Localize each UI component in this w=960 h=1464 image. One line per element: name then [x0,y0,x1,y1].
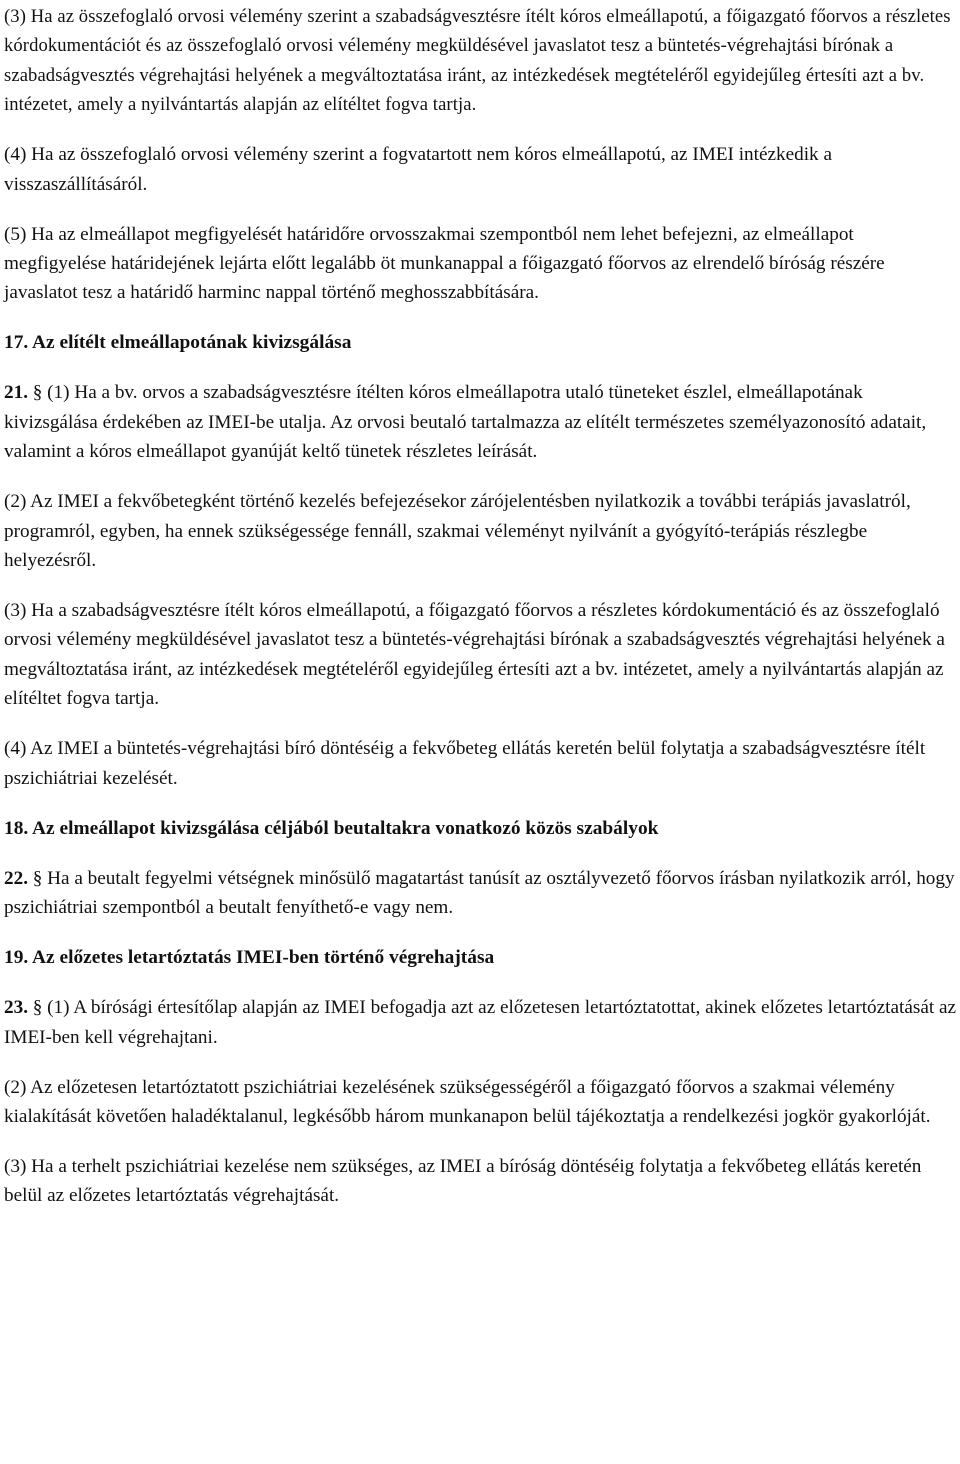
section-text: § (1) Ha a bv. orvos a szabadságvesztésre ítélten kóros elmeállapotra utaló tüneteket észlel, elmeállapotának kivizsgálása érdekében az IMEI-be utalja. Az orvosi beutaló tartalmazza az elítélt természetes személyazonosító adatait, valamint a kóros elmeállapot gyanúját keltő tünetek részletes leírását. [4,382,927,463]
heading-17: 17. Az elítélt elmeállapotának kivizsgálása [4,332,352,354]
section-text: § (1) A bírósági értesítőlap alapján az IMEI befogadja azt az előzetesen letartóztatottat, akinek előzetes letartóztatását az IMEI-ben kell végrehajtani. [4,997,957,1048]
section-23-paragraph-2: (2) Az előzetesen letartóztatott pszichiátriai kezelésének szükségességéről a főigazgató főorvos a szakmai vélemény kialakítását követően haladéktalanul, legkésőbb három munkanapon belül tájékoztatja a rendelkezési jogkör gyakorlóját. [4,1076,931,1127]
heading-19: 19. Az előzetes letartóztatás IMEI-ben történő végrehajtása [4,947,495,969]
section-21-paragraph-4: (4) Az IMEI a büntetés-végrehajtási bíró döntéséig a fekvőbeteg ellátás keretén belül folytatja a szabadságvesztésre ítélt pszichiátriai kezelését. [4,738,926,789]
paragraph-4: (4) Ha az összefoglaló orvosi vélemény szerint a fogvatartott nem kóros elmeállapotú, az IMEI intézkedik a visszaszállításáról. [4,144,832,195]
section-23-paragraph-3: (3) Ha a terhelt pszichiátriai kezelése nem szükséges, az IMEI a bíróság döntéséig folytatja a fekvőbeteg ellátás keretén belül az előzetes letartóztatás végrehajtását. [4,1155,922,1207]
paragraph-5: (5) Ha az elmeállapot megfigyelését határidőre orvosszakmai szempontból nem lehet befejezni, az elmeállapot megfigyelése határidejének lejárta előtt legalább öt munkanappal a főigazgató főorvos az elrendelő bíróság részére javaslatot tesz a határidő harminc nappal történő meghosszabbítására. [4,223,885,304]
section-21-paragraph-1 [4,378,956,466]
section-23-paragraph-1 [4,993,956,1052]
document-page [4,2,956,1231]
paragraph-3: (3) Ha az összefoglaló orvosi vélemény szerint a szabadságvesztésre ítélt kóros elmeállapotú, a főigazgató főorvos a részletes kórdokumentációt és az összefoglaló orvosi vélemény megküldésével javaslatot tesz a büntetés-végrehajtási bírónak a szabadságvesztés végrehajtási helyének a megváltoztatása iránt, az intézkedések megtételéről egyidejűleg értesíti azt a bv. intézetet, amely a nyilvántartás alapján az elítéltet fogva tartja. [4,6,951,116]
section-21-paragraph-2: (2) Az IMEI a fekvőbetegként történő kezelés befejezésekor zárójelentésben nyilatkozik a további terápiás javaslatról, programról, egyben, ha ennek szükségessége fennáll, szakmai véleményt nyilvánít a gyógyító-terápiás részlegbe helyezésről. [4,491,911,572]
section-22-paragraph [4,864,956,923]
heading-18: 18. Az elmeállapot kivizsgálása céljából beutaltakra vonatkozó közös szabályok [4,817,659,839]
section-21-paragraph-3: (3) Ha a szabadságvesztésre ítélt kóros elmeállapotú, a főigazgató főorvos a részletes kórdokumentáció és az összefoglaló orvosi vélemény megküldésével javaslatot tesz a büntetés-végrehajtási bírónak a szabadságvesztés végrehajtási helyének a megváltoztatása iránt, az intézkedések megtételéről egyidejűleg értesíti azt a bv. intézetet, amely a nyilvántartás alapján az elítéltet fogva tartja. [4,600,945,710]
section-number: 22. [4,867,28,889]
section-text: § Ha a beutalt fegyelmi vétségnek minősülő magatartást tanúsít az osztályvezető főorvos írásban nyilatkozik arról, hogy pszichiátriai szempontból a beutalt fenyíthető-e vagy nem. [4,867,955,919]
section-number: 23. [4,997,28,1019]
section-number: 21. [4,382,28,404]
